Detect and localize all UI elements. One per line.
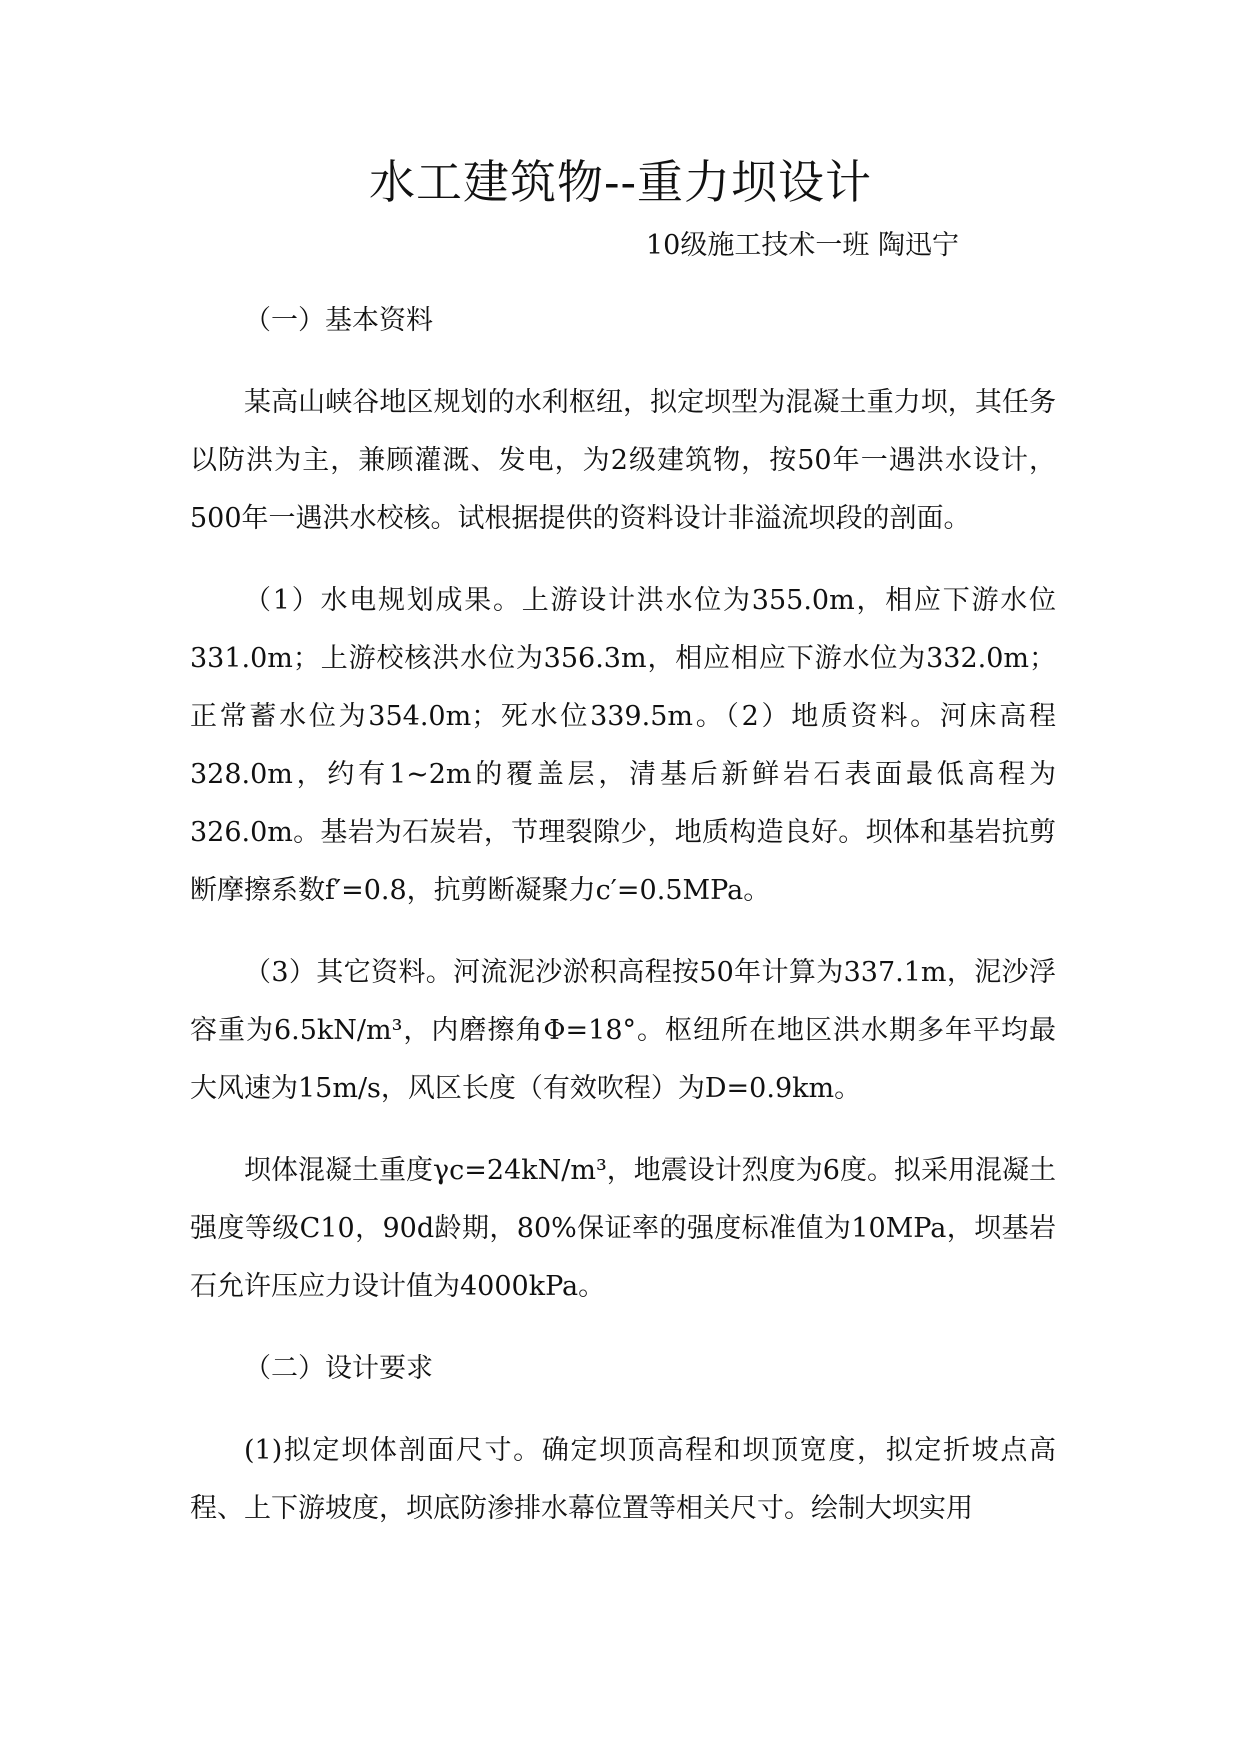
- paragraph-concrete: 坝体混凝土重度γc=24kN/m³，地震设计烈度为6度。拟采用混凝土强度等级C10，90d龄期，80%保证率的强度标准值为10MPa，坝基岩石允许压应力设计值为4000kPa。: [190, 1155, 1056, 1302]
- section-heading-design-requirements: （二）设计要求: [244, 1353, 433, 1384]
- paragraph-other-data: （3）其它资料。河流泥沙淤积高程按50年计算为337.1m，泥沙浮容重为6.5kN/m³，内磨擦角Φ=18°。枢纽所在地区洪水期多年平均最大风速为15m/s，风区长度（有效吹程）为D=0.9km。: [190, 957, 1056, 1104]
- section-heading-basic-data: （一）基本资料: [244, 305, 433, 336]
- paragraph-intro: 某高山峡谷地区规划的水利枢纽，拟定坝型为混凝土重力坝，其任务以防洪为主，兼顾灌溉、发电，为2级建筑物，按50年一遇洪水设计，500年一遇洪水校核。试根据提供的资料设计非溢流坝段的剖面。: [190, 387, 1056, 534]
- document-title: 水工建筑物--重力坝设计: [368, 155, 873, 209]
- paragraph-hydro-geology: （1）水电规划成果。上游设计洪水位为355.0m，相应下游水位331.0m；上游校核洪水位为356.3m，相应相应下游水位为332.0m；正常蓄水位为354.0m；死水位339.5m。（2）地质资料。河床高程328.0m，约有1~2m的覆盖层，清基后新鲜岩石表面最低高程为326.0m。基岩为石炭岩，节理裂隙少，地质构造良好。坝体和基岩抗剪断摩擦系数f′=0.8，抗剪断凝聚力c′=0.5MPa。: [190, 585, 1056, 906]
- author-line: 10级施工技术一班 陶迅宁: [646, 230, 959, 261]
- document-body: [190, 292, 1056, 1538]
- paragraph-requirement-1: (1)拟定坝体剖面尺寸。确定坝顶高程和坝顶宽度，拟定折坡点高程、上下游坡度，坝底防渗排水幕位置等相关尺寸。绘制大坝实用: [190, 1435, 1056, 1524]
